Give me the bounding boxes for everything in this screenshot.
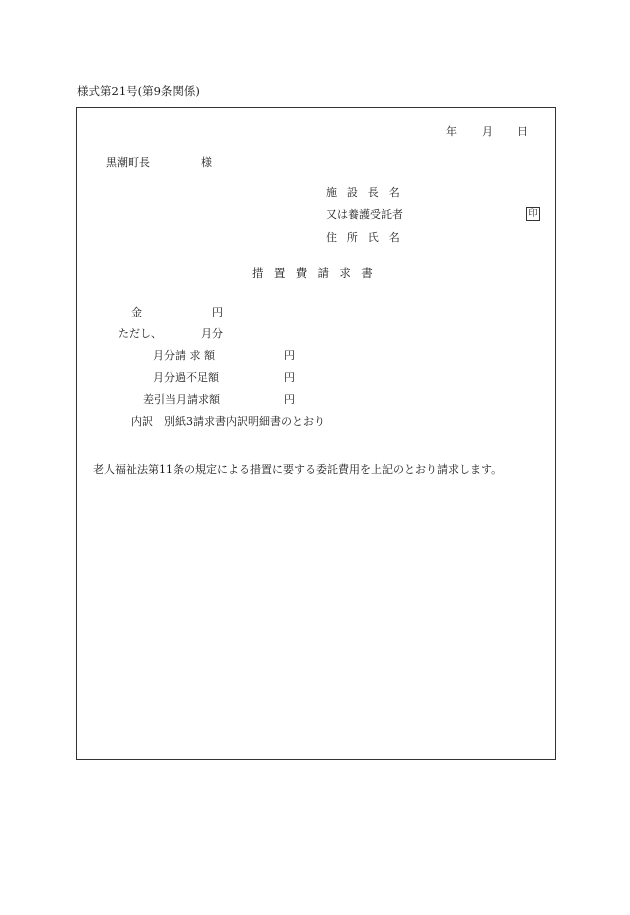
date-year-label: 年: [446, 125, 457, 138]
seal-mark: 印: [526, 207, 540, 221]
amount-kin-label: 金: [131, 306, 142, 319]
shortage-yen-unit: 円: [284, 371, 295, 384]
addressee-name: 黒潮町長: [106, 156, 150, 169]
date-month-label: 月: [482, 125, 493, 138]
address-name-label: 住所氏名: [326, 231, 410, 244]
date-day-label: 日: [517, 125, 528, 138]
facility-director-name-label: 施設長名: [326, 186, 410, 199]
foster-care-contractor-label: 又は養護受託者: [326, 208, 403, 221]
breakdown-note: 内訳 別紙3請求書内訳明細書のとおり: [131, 415, 325, 428]
document-title: 措置費請求書: [252, 266, 384, 280]
addressee-honorific: 様: [201, 156, 212, 169]
monthly-request-yen-unit: 円: [284, 349, 295, 362]
amount-yen-unit: 円: [212, 306, 223, 319]
request-statement: 老人福祉法第11条の規定による措置に要する委託費用を上記のとおり請求します。: [93, 463, 503, 476]
net-request-amount-label: 差引当月請求額: [143, 393, 220, 406]
net-request-yen-unit: 円: [284, 393, 295, 406]
monthly-request-amount-label: 月分請 求 額: [153, 349, 215, 362]
request-form-frame: [76, 107, 556, 760]
shortage-amount-label: 月分過不足額: [153, 371, 219, 384]
form-number-label: 様式第21号(第9条関係): [77, 84, 200, 98]
proviso-label: ただし、: [118, 327, 162, 340]
month-portion-label: 月分: [201, 327, 223, 340]
